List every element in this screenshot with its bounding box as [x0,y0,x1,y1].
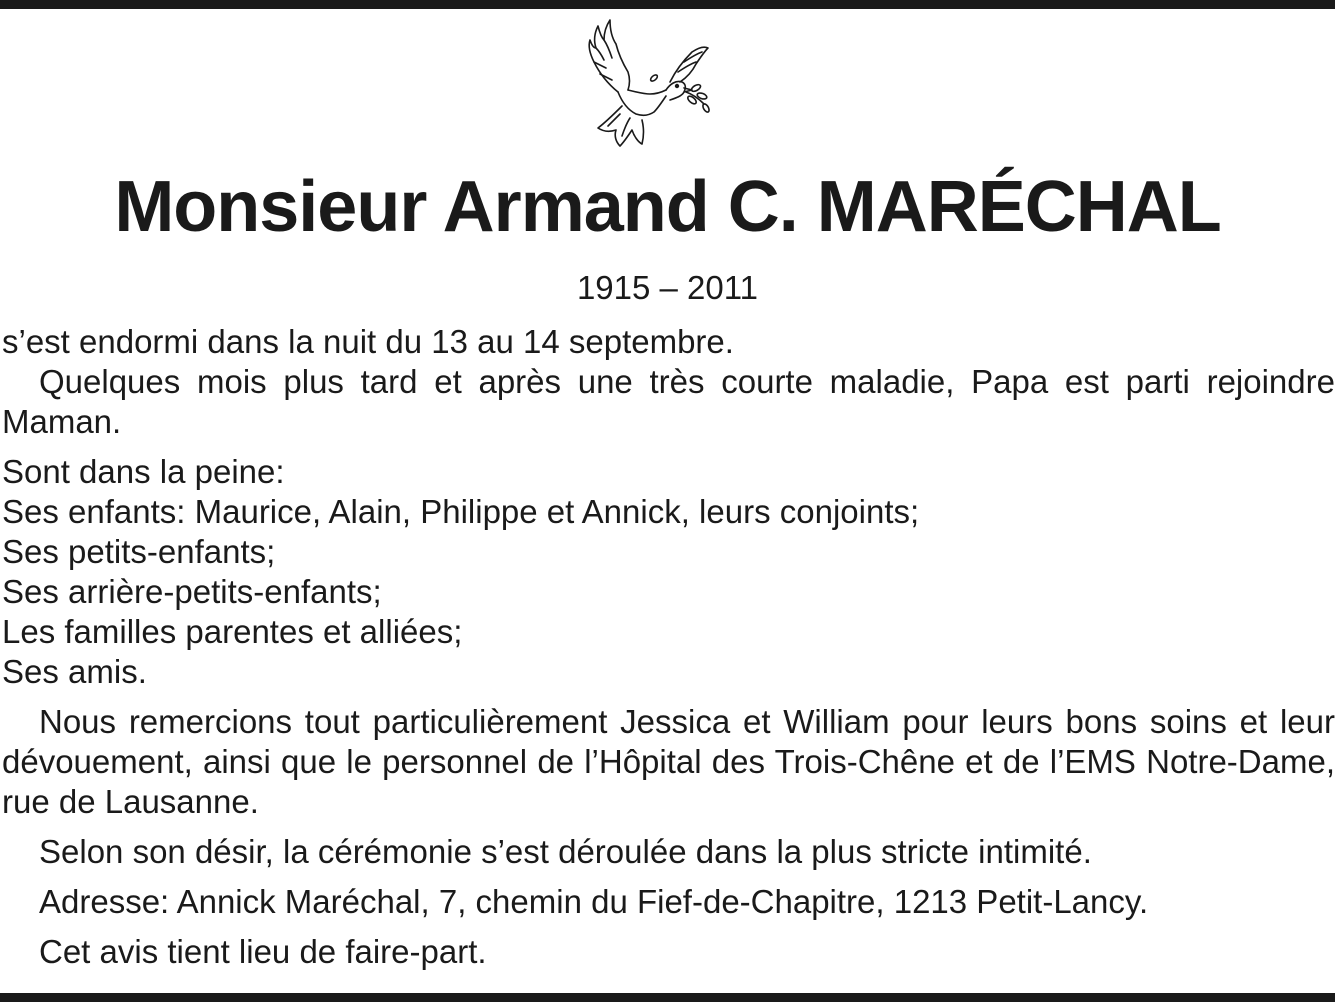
mourner-line: Les familles parentes et alliées; [2,613,463,650]
mourner-line: Ses arrière-petits-enfants; [2,573,382,610]
dove-with-olive-branch-icon [578,18,712,150]
notice-body [2,322,1335,972]
closing-paragraph: Cet avis tient lieu de faire-part. [39,933,487,970]
ceremony-paragraph: Selon son désir, la cérémonie s’est déroulée dans la plus stricte intimité. [39,833,1092,870]
mourners-intro: Sont dans la peine: [2,453,285,490]
opening-line: s’est endormi dans la nuit du 13 au 14 septembre. [2,323,734,360]
bottom-border-rule [0,993,1335,1002]
life-years: 1915 – 2011 [576,269,759,306]
thanks-paragraph: Nous remercions tout particulièrement Jessica et William pour leurs bons soins et leur dévouement, ainsi que le personnel de l’Hôpital des Trois-Chêne et de l’EMS Notre-Dame, rue de Lausanne. [2,703,1335,820]
mourner-line: Ses enfants: Maurice, Alain, Philippe et Annick, leurs conjoints; [2,493,920,530]
deceased-name-heading: Monsieur Armand C. MARÉCHAL [114,167,1221,247]
address-paragraph: Adresse: Annick Maréchal, 7, chemin du Fief-de-Chapitre, 1213 Petit-Lancy. [39,883,1149,920]
top-border-rule [0,0,1335,9]
mourner-line: Ses petits-enfants; [2,533,276,570]
paragraph-passing: Quelques mois plus tard et après une très courte maladie, Papa est parti rejoindre Maman. [2,363,1335,440]
mourner-line: Ses amis. [2,653,147,690]
